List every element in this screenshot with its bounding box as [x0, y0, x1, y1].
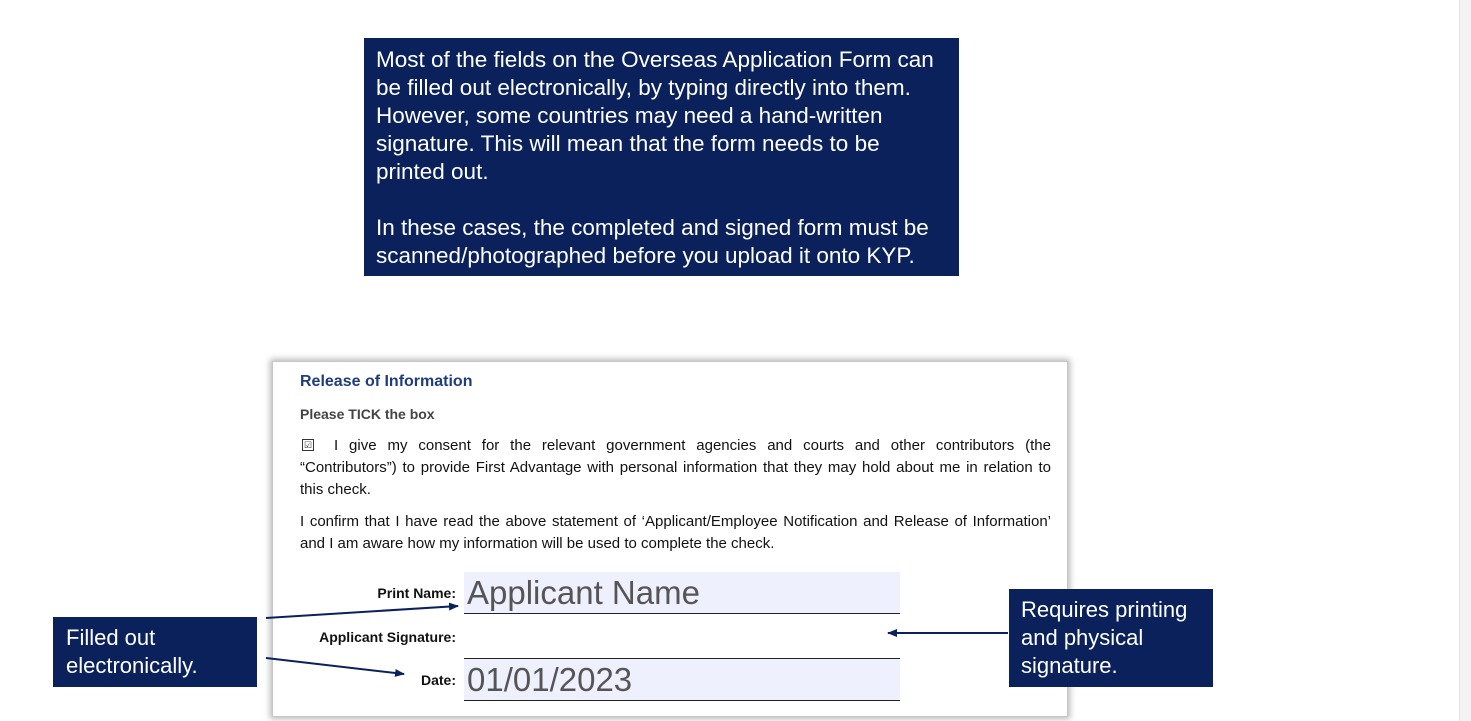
- callout-filled-electronically: [53, 617, 257, 687]
- callout-requires-printing: [1009, 589, 1213, 687]
- consent-statement: I give my consent for the relevant government agencies and courts and other contributors (the “Contributors”) to provide First Advantage with personal information that they may hold about me in relation to this check.: [300, 437, 1051, 498]
- consent-checkbox[interactable]: ☑: [303, 440, 313, 450]
- form-section-title: Release of Information: [300, 373, 473, 390]
- tick-instruction: Please TICK the box: [300, 406, 435, 422]
- callout-right-line-1: Requires printing: [1021, 597, 1188, 622]
- info-paragraph-2: In these cases, the completed and signed form must be scanned/photographed before you upload it onto KYP.: [376, 215, 929, 268]
- info-paragraph-1: Most of the fields on the Overseas Application Form can be filled out electronically, by typing directly into them. However, some countries may need a hand-written signature. This will mean that the form needs to be printed out.: [376, 47, 934, 184]
- callout-right-line-2: and physical: [1021, 625, 1144, 650]
- print-name-field[interactable]: Applicant Name: [464, 572, 900, 614]
- callout-left-line-1: Filled out: [66, 625, 156, 650]
- confirmation-statement: I confirm that I have read the above statement of ‘Applicant/Employee Notification and Release of Information’ and I am aware how my information will be used to complete the check.: [300, 513, 1051, 552]
- callout-left-line-2: electronically.: [66, 653, 198, 678]
- date-field[interactable]: 01/01/2023: [464, 659, 900, 701]
- applicant-signature-label: Applicant Signature:: [319, 629, 456, 645]
- arrow-to-date: [266, 658, 404, 674]
- callout-right-line-3: signature.: [1021, 653, 1118, 678]
- arrow-to-print-name: [266, 606, 458, 618]
- print-name-label: Print Name:: [377, 585, 456, 601]
- date-label: Date:: [420, 672, 456, 688]
